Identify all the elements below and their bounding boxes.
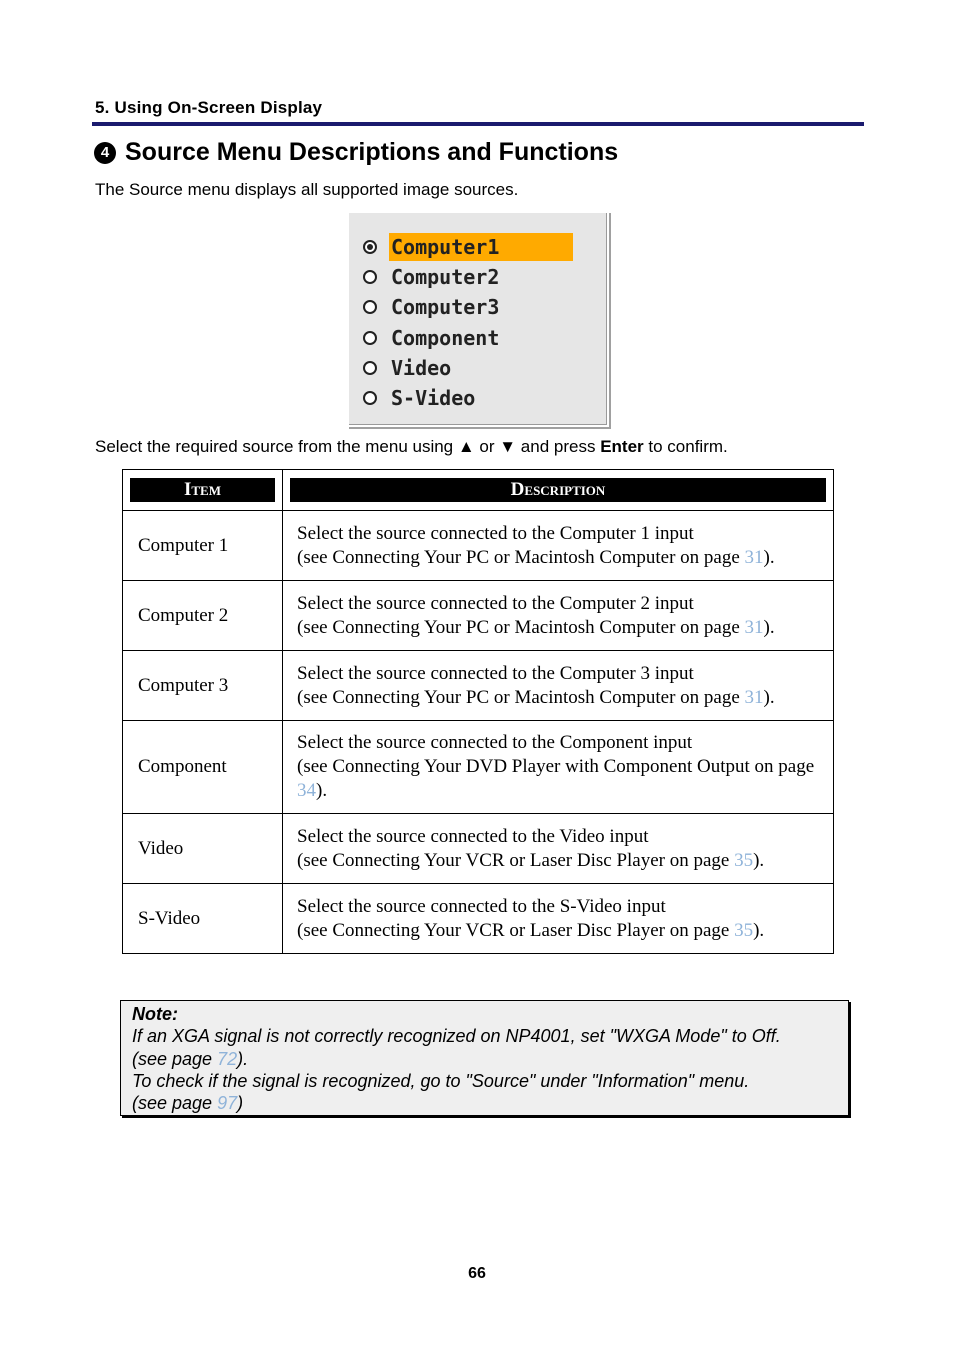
page-link[interactable]: 31 (744, 686, 764, 708)
section-header: 5. Using On-Screen Display (95, 98, 323, 117)
menu-item-video[interactable] (363, 354, 457, 382)
row-item: Computer 3 (123, 651, 283, 721)
source-table (122, 469, 834, 954)
menu-item-computer2[interactable] (363, 263, 505, 291)
row-description: Select the source connected to the Computer 1 input (see Connecting Your PC or Macintosh Computer on page 31). (283, 511, 834, 581)
menu-item-label: Computer3 (391, 295, 500, 319)
row-description: Select the source connected to the Computer 3 input (see Connecting Your PC or Macintosh Computer on page 31). (283, 651, 834, 721)
table-header-row (123, 470, 834, 511)
row-item: Video (123, 814, 283, 884)
page-title-text: Source Menu Descriptions and Functions (125, 138, 619, 166)
intro-text: The Source menu displays all supported image sources. (95, 180, 519, 199)
row-description: Select the source connected to the Computer 2 input (see Connecting Your PC or Macintosh Computer on page 31). (283, 581, 834, 651)
note-line: If an XGA signal is not correctly recognized on NP4001, set "WXGA Mode" to Off. (132, 1026, 781, 1047)
radio-icon (363, 391, 377, 405)
radio-icon (363, 270, 377, 284)
row-item: S-Video (123, 884, 283, 954)
header-item: Item (130, 478, 275, 502)
number-badge: 4 (94, 142, 116, 164)
menu-item-label: Video (391, 356, 452, 380)
page-link[interactable]: 72 (217, 1048, 238, 1069)
instruction-text: Select the required source from the menu using ▲ or ▼ and press Enter to confirm. (95, 437, 728, 456)
enter-key-label: Enter (600, 437, 644, 456)
row-description: Select the source connected to the S-Video input (see Connecting Your VCR or Laser Disc Player on page 35). (283, 884, 834, 954)
page-link[interactable]: 31 (744, 616, 764, 638)
page-number: 66 (468, 1265, 486, 1282)
menu-item-computer3[interactable] (363, 293, 505, 321)
note-box (120, 1000, 849, 1116)
radio-selected-icon (363, 240, 377, 254)
section-divider (92, 122, 864, 126)
menu-item-component[interactable] (363, 324, 505, 352)
row-description: Select the source connected to the Component input (see Connecting Your DVD Player with Component Output on page 34). (283, 721, 834, 814)
page-link[interactable]: 35 (734, 849, 754, 871)
table-row (123, 721, 834, 814)
table-row (123, 511, 834, 581)
page-link[interactable]: 34 (297, 780, 316, 801)
radio-icon (363, 331, 377, 345)
row-item: Computer 2 (123, 581, 283, 651)
row-item: Component (123, 721, 283, 814)
menu-item-label: S-Video (391, 386, 476, 410)
note-line: (see page 72). (132, 1048, 249, 1069)
page-link[interactable]: 97 (217, 1093, 238, 1114)
table-row (123, 814, 834, 884)
note-line: (see page 97) (132, 1093, 244, 1114)
menu-item-label: Component (391, 326, 500, 350)
radio-icon (363, 300, 377, 314)
header-description: Description (290, 478, 826, 502)
page-link[interactable]: 31 (744, 546, 764, 568)
row-description: Select the source connected to the Video input (see Connecting Your VCR or Laser Disc Player on page 35). (283, 814, 834, 884)
note-line: To check if the signal is recognized, go to "Source" under "Information" menu. (132, 1070, 750, 1091)
page-title (94, 138, 618, 167)
row-item: Computer 1 (123, 511, 283, 581)
menu-item-label: Computer1 (389, 233, 573, 261)
menu-item-label: Computer2 (391, 265, 500, 289)
page-link[interactable]: 35 (734, 919, 754, 941)
menu-item-computer1[interactable] (363, 233, 573, 261)
note-title: Note: (132, 1004, 178, 1024)
menu-item-s-video[interactable] (363, 384, 481, 412)
table-row (123, 651, 834, 721)
table-row (123, 884, 834, 954)
source-menu-screenshot (347, 211, 609, 427)
table-row (123, 581, 834, 651)
radio-icon (363, 361, 377, 375)
